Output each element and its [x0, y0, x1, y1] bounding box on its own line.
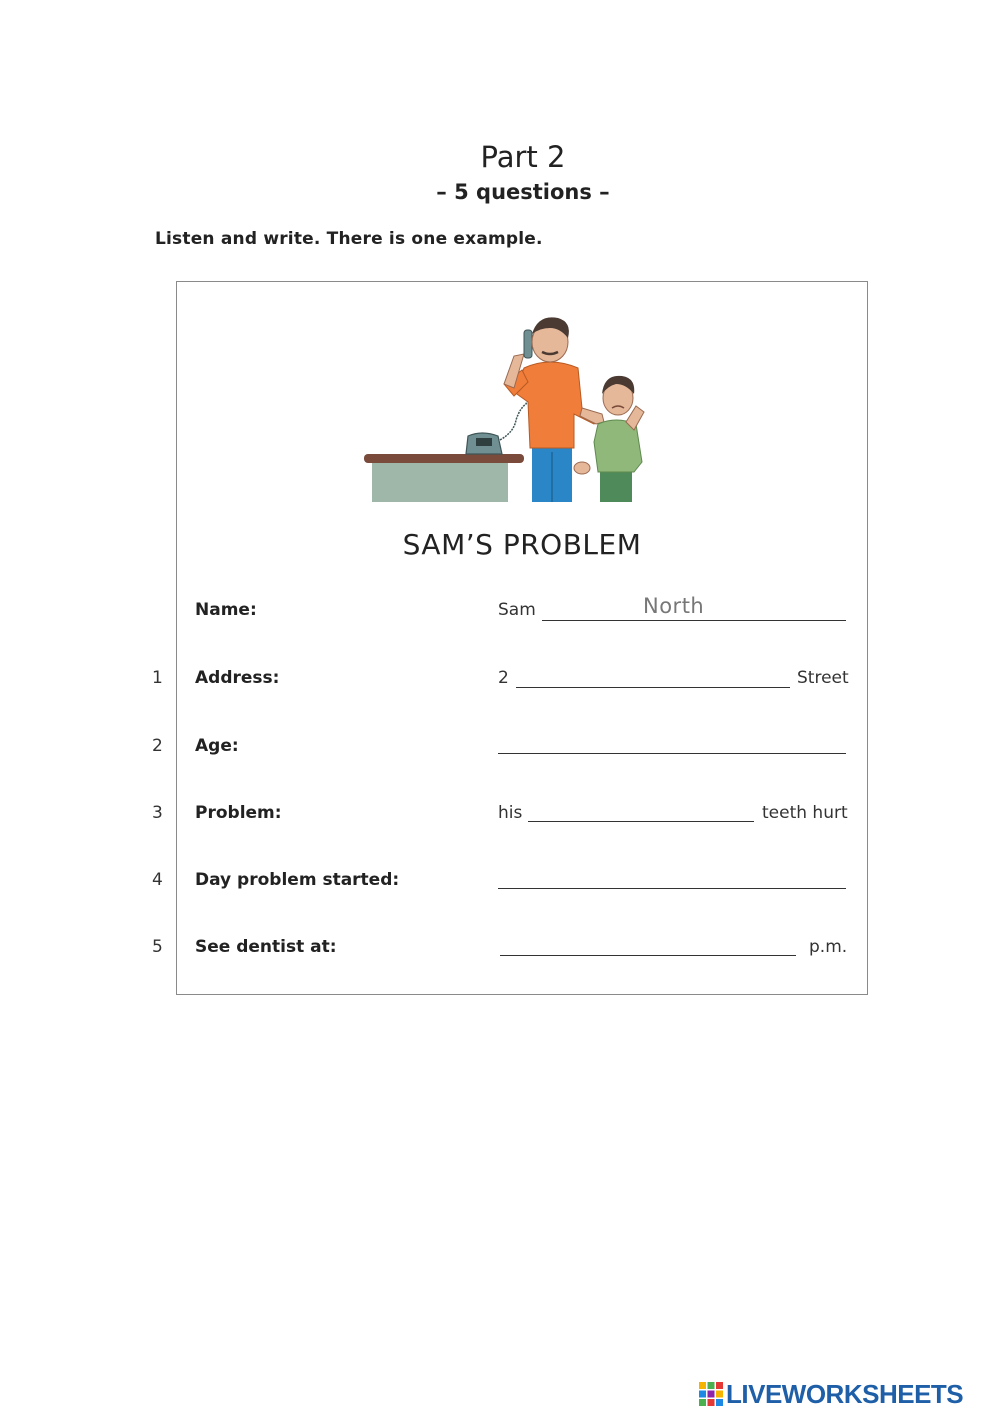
row-number: 4	[152, 870, 163, 890]
desk-top	[364, 454, 524, 463]
example-answer: North	[643, 594, 705, 618]
row-number: 3	[152, 803, 163, 823]
row-prefix: his	[498, 803, 523, 823]
answer-line-time[interactable]	[500, 955, 796, 956]
sheet-title: SAM’S PROBLEM	[402, 528, 642, 561]
row-name	[0, 594, 1000, 630]
answer-line-problem[interactable]	[528, 821, 754, 822]
row-dentist-time	[0, 937, 1000, 967]
row-label: Day problem started:	[195, 870, 400, 890]
row-prefix: Sam	[498, 600, 536, 620]
row-suffix: Street	[797, 668, 849, 688]
row-number: 2	[152, 736, 163, 756]
row-suffix: p.m.	[809, 937, 848, 957]
row-label: Name:	[195, 600, 257, 620]
row-suffix: teeth hurt	[762, 803, 848, 823]
answer-line-name	[542, 620, 846, 621]
row-prefix: 2	[498, 668, 509, 688]
row-label: Address:	[195, 668, 280, 688]
part-subtitle: – 5 questions –	[436, 180, 610, 204]
man-shirt	[514, 362, 600, 448]
row-address	[0, 668, 1000, 698]
row-number: 5	[152, 937, 163, 957]
row-label: See dentist at:	[195, 937, 337, 957]
row-label: Problem:	[195, 803, 282, 823]
instruction-text: Listen and write. There is one example.	[155, 229, 543, 249]
brand-footer	[698, 1377, 963, 1411]
answer-line-day[interactable]	[498, 888, 846, 889]
liveworksheets-logo-icon	[698, 1381, 724, 1407]
brand-name: LIVEWORKSHEETS	[726, 1378, 964, 1409]
boy-trousers	[600, 470, 632, 502]
row-day-started	[0, 870, 1000, 900]
row-problem	[0, 803, 1000, 833]
illustration-man-phone-boy	[364, 312, 646, 504]
part-title: Part 2	[480, 140, 566, 174]
desk-body	[372, 460, 508, 502]
answer-line-address[interactable]	[516, 687, 790, 688]
row-age	[0, 736, 1000, 766]
answer-line-age[interactable]	[498, 753, 846, 754]
row-label: Age:	[195, 736, 239, 756]
row-number: 1	[152, 668, 163, 688]
